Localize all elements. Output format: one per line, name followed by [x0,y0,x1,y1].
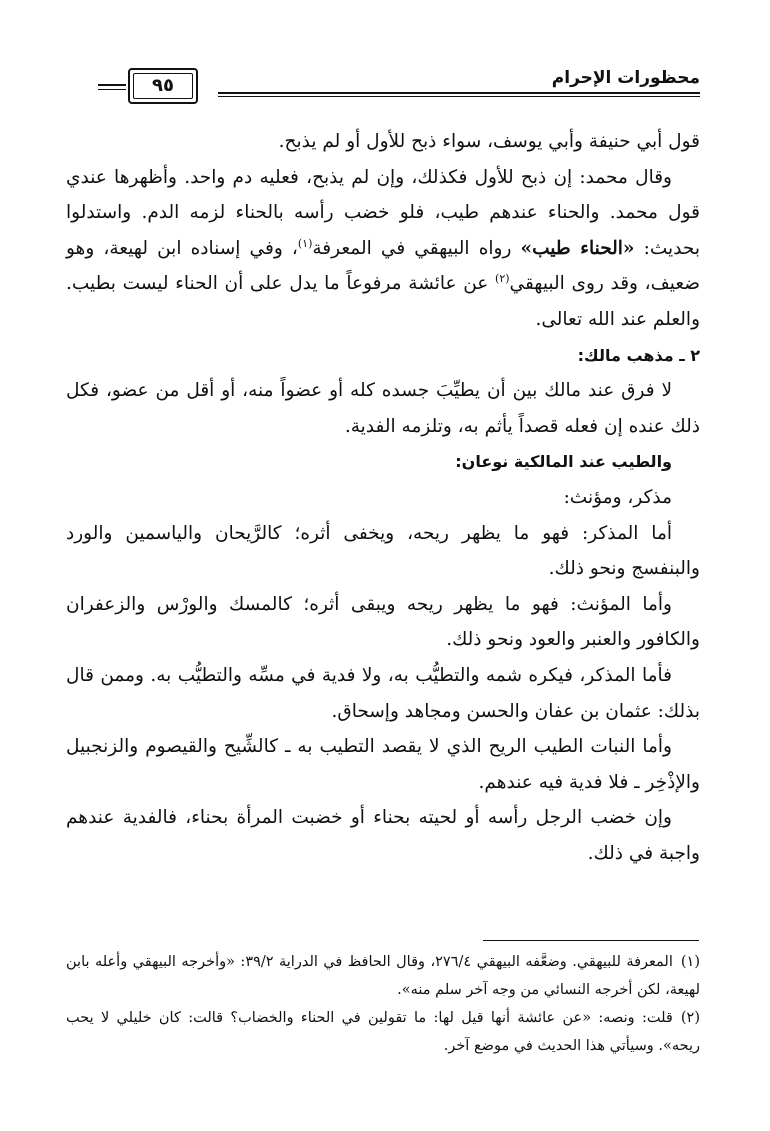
paragraph-7: فأما المذكر، فيكره شمه والتطيُّب به، ولا فدية في مسِّه والتطيُّب به. وممن قال بذلك: عثمان بن عفان والحسن ومجاهد وإسحاق. [66,664,700,722]
paragraph-1: قول أبي حنيفة وأبي يوسف، سواء ذبح للأول أو لم يذبح. [278,131,700,152]
p2-end: عن عائشة مرفوعاً ما يدل على أن الحناء ليست بطيب. والعلم عند الله تعالى. [66,273,700,330]
footnote-2 [66,1004,700,1060]
section-heading-maliki: ٢ ـ مذهب مالك: [577,345,700,365]
footnote-1-text: المعرفة للبيهقي. وضعَّفه البيهقي ٢٧٦/٤، وقال الحافظ في الدراية ٣٩/٢: «وأخرجه البيهقي وأعله بابن لهيعة، لكن أخرجه النسائي من وجه آخر سلم منه». [66,954,700,998]
footnote-2-text: قلت: ونصه: «عن عائشة أنها قيل لها: ما تقولين في الحناء والخضاب؟ قالت: كان خليلي لا يحب ريحه». وسيأتي هذا الحديث في موضع آخر. [66,1010,700,1054]
main-text [66,124,700,871]
page-number: ٩٥ [128,68,198,104]
p2-mid1: رواه البيهقي في المعرفة [312,237,521,259]
page-number-rule [98,84,126,86]
footnote-2-number: (٢) [680,1010,700,1026]
chapter-title: محظورات الإحرام [551,68,700,88]
page-number-rule-thin [98,89,126,90]
running-header [98,62,700,106]
subheading-types: والطيب عند المالكية نوعان: [455,452,672,472]
footnotes [66,948,700,1060]
footnote-separator [483,940,699,941]
paragraph-3: لا فرق عند مالك بين أن يطيِّبَ جسده كله أو عضواً منه، أو أقل من عضو، فكل ذلك عنده إن فعله قصداً يأثم به، وتلزمه الفدية. [66,380,700,437]
hadith-quote: «الحناء طيب» [520,237,635,259]
footnote-ref-1[interactable]: (١) [297,236,313,250]
paragraph-6: وأما المؤنث: فهو ما يظهر ريحه ويبقى أثره؛ كالمسك والورْس والزعفران والكافور والعنبر والعود ونحو ذلك. [66,593,700,651]
paragraph-4: مذكر، ومؤنث: [563,486,672,508]
paragraph-8: وأما النبات الطيب الريح الذي لا يقصد التطيب به ـ كالشِّيح والقيصوم والزنجبيل والإذْخِر ـ فلا فدية فيه عندهم. [66,736,700,793]
header-rule [218,92,700,94]
paragraph-9: وإن خضب الرجل رأسه أو لحيته بحناء أو خضبت المرأة بحناء، فالفدية عندهم واجبة في ذلك. [66,807,700,864]
paragraph-2 [66,160,700,338]
p2-mid2: ، وفي إسناده ابن لهيعة، وهو ضعيف، وقد روى البيهقي [66,237,700,295]
footnote-1-number: (١) [680,954,700,970]
p2-start: وقال محمد: إن ذبح للأول فكذلك، وإن لم يذبح، فعليه دم واحد. وأظهرها عندي قول محمد. والحناء عندهم طيب، فلو خضب رأسه بالحناء لزمه الدم. واستدلوا بحديث: [66,166,700,259]
footnote-ref-2[interactable]: (٢) [495,272,510,286]
footnote-1 [66,948,700,1004]
header-rule-thin [218,96,700,97]
paragraph-5: أما المذكر: فهو ما يظهر ريحه، ويخفى أثره؛ كالرَّيحان والياسمين والورد والبنفسج ونحو ذلك. [66,522,700,580]
